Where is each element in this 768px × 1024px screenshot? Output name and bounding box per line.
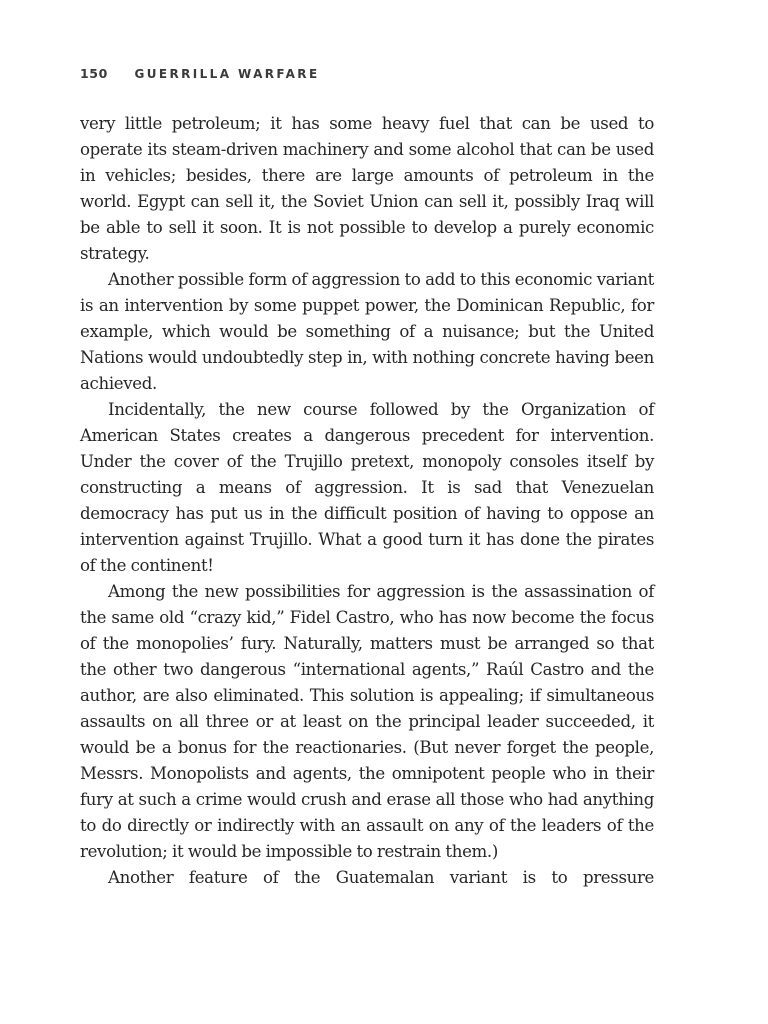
paragraph-4: Among the new possibilities for aggression is the assassination of the same old “crazy kid,” Fidel Castro, who has now become the focus of the monopolies’ fury. Naturally, matters must be arranged so that the other two dangerous “international agents,” Raúl Castro and the author, are also eliminated. This solution is appealing; if simultaneous assaults on all three or at least on the principal leader succeeded, it would be a bonus for the reactionaries. (But never forget the people, Messrs. Monopolists and agents, the omnipotent people who in their fury at such a crime would crush and erase all those who had anything to do directly or indirectly with an assault on any of the leaders of the revolution; it would be impossible to restrain them.) xyxy=(80,582,654,861)
body-text xyxy=(80,111,654,891)
running-head xyxy=(80,66,320,81)
page-number: 150 xyxy=(80,66,108,81)
paragraph-5: Another feature of the Guatemalan variant is to pressure xyxy=(108,868,654,887)
paragraph-3: Incidentally, the new course followed by the Organization of American States creates a dangerous precedent for intervention. Under the cover of the Trujillo pretext, monopoly consoles itself by constructing a means of aggression. It is sad that Venezuelan democracy has put us in the difficult position of having to oppose an intervention against Trujillo. What a good turn it has done the pirates of the continent! xyxy=(80,400,654,575)
paragraph-1: very little petroleum; it has some heavy fuel that can be used to operate its steam-driven machinery and some alcohol that can be used in vehicles; besides, there are large amounts of petroleum in the world. Egypt can sell it, the Soviet Union can sell it, possibly Iraq will be able to sell it soon. It is not possible to develop a purely economic strategy. xyxy=(80,114,654,263)
paragraph-2: Another possible form of aggression to add to this economic variant is an intervention by some puppet power, the Dominican Republic, for example, which would be something of a nuisance; but the United Nations would undoubtedly step in, with nothing concrete having been achieved. xyxy=(80,270,654,393)
running-title: GUERRILLA WARFARE xyxy=(134,67,320,81)
